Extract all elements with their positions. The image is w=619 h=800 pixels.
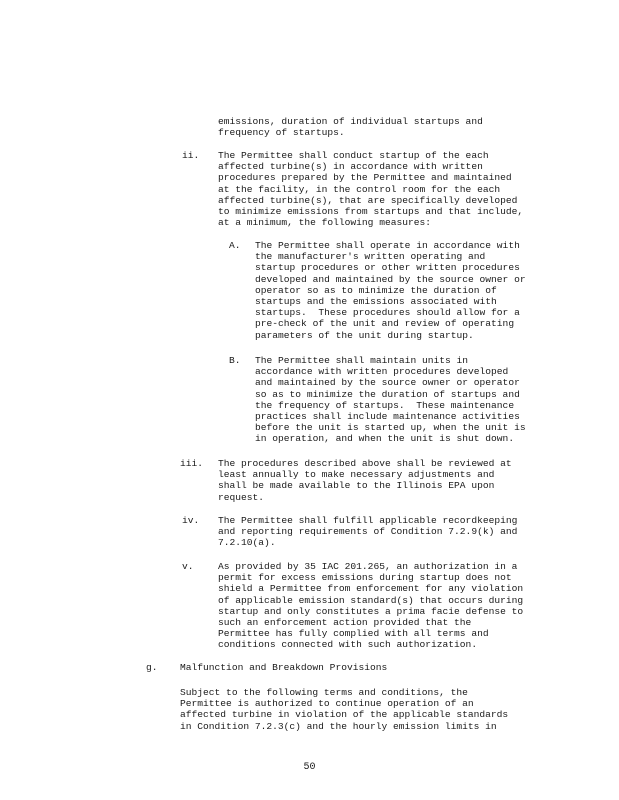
item-paragraph: The procedures described above shall be reviewed at least annually to make necessary adjustments and shall be made available to the Illinois EPA upon request. [218, 458, 512, 503]
section-marker: g. [146, 662, 158, 673]
item-marker: iii. [180, 458, 204, 469]
item-paragraph: As provided by 35 IAC 201.265, an authorization in a permit for excess emissions during startup does not shield a Permittee from enforcement for any violation of applicable emission standard(s) that occurs during startup and only constitutes a prima facie defense to such an enforcement action provided that the Permittee has fully complied with all terms and conditions connected with such authorization. [218, 561, 524, 651]
item-paragraph: The Permittee shall fulfill applicable recordkeeping and reporting requirements of Condition 7.2.9(k) and 7.2.10(a). [218, 515, 518, 549]
subitem-marker: B. [229, 355, 241, 366]
closing-paragraph: Subject to the following terms and conditions, the Permittee is authorized to continue operation of an affected turbine in violation of the applicable standards in Condition 7.2.3(c) and the hourly emission limits in [180, 687, 509, 732]
section-heading: Malfunction and Breakdown Provisions [180, 662, 388, 673]
carryover-paragraph: emissions, duration of individual startups and frequency of startups. [218, 116, 483, 139]
item-marker: iv. [182, 515, 200, 526]
item-marker: ii. [182, 150, 200, 161]
item-marker: v. [182, 561, 194, 572]
page-number: 50 [303, 762, 316, 773]
subitem-paragraph: The Permittee shall operate in accordance with the manufacturer's written operating and startup procedures or other written procedures developed and maintained by the source owner or operator so as to minimize the duration of startups and the emissions associated with startups. These procedures should allow for a pre-check of the unit and review of operating parameters of the unit during startup. [255, 240, 526, 341]
subitem-marker: A. [229, 240, 241, 251]
subitem-paragraph: The Permittee shall maintain units in accordance with written procedures developed and maintained by the source owner or operator so as to minimize the duration of startups and the frequency of startups. These maintenance practices shall include maintenance activities before the unit is started up, when the unit is in operation, and when the unit is shut down. [255, 355, 526, 445]
item-paragraph: The Permittee shall conduct startup of the each affected turbine(s) in accordance with written procedures prepared by the Permittee and maintained at the facility, in the control room for the each affected turbine(s), that are specifically developed to minimize emissions from startups and that include, at a minimum, the following measures: [218, 150, 524, 229]
